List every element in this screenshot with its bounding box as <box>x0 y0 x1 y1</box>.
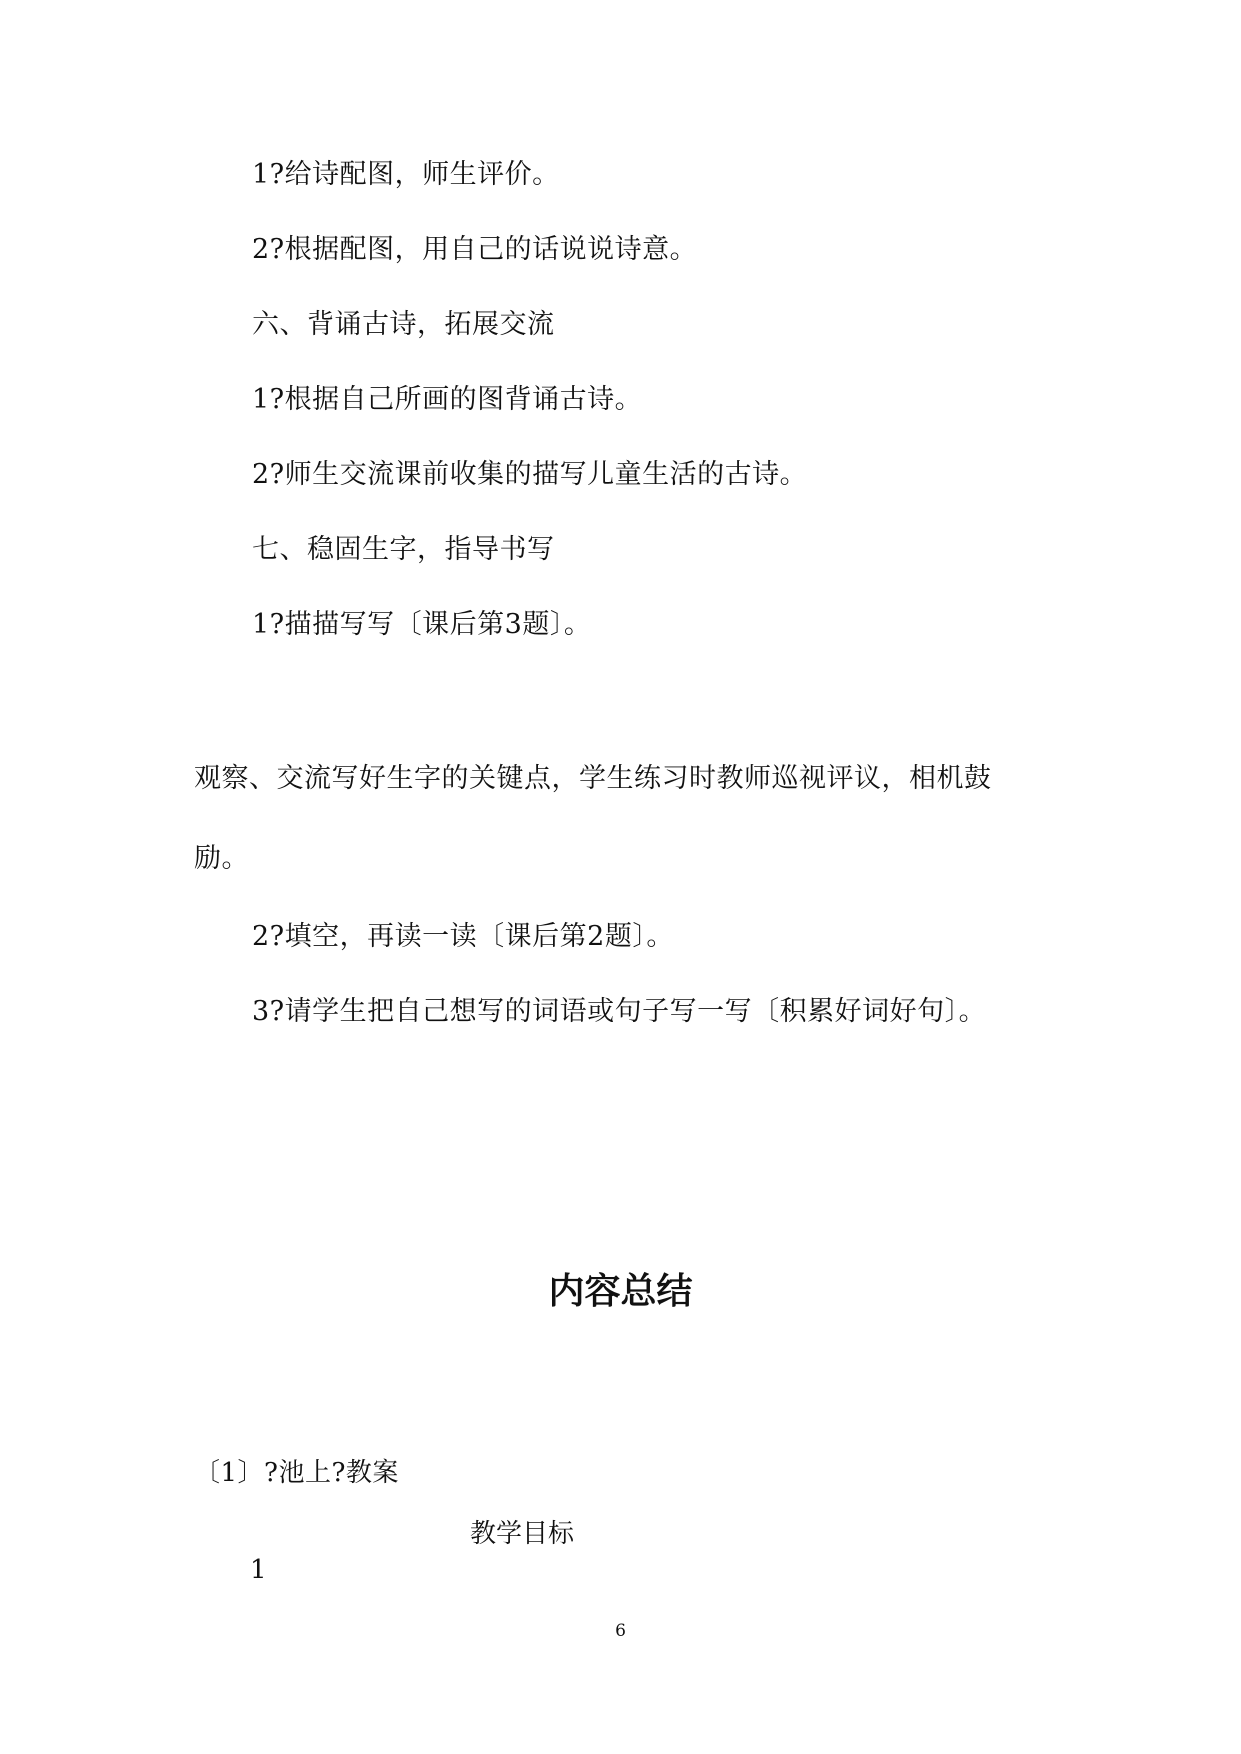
body-line: 3?请学生把自己想写的词语或句子写一写〔积累好词好句〕。 <box>252 996 987 1027</box>
body-line: 2?师生交流课前收集的描写儿童生活的古诗。 <box>252 459 808 490</box>
body-line: 1?给诗配图，师生评价。 <box>252 159 560 190</box>
body-line: 1?描描写写〔课后第3题〕。 <box>252 609 592 640</box>
list-marker: 1 <box>250 1555 267 1585</box>
paragraph-line: 励。 <box>194 843 249 874</box>
section-heading: 六、背诵古诗，拓展交流 <box>252 309 555 340</box>
body-line: 2?填空，再读一读〔课后第2题〕。 <box>252 921 674 952</box>
page-number: 6 <box>615 1621 626 1641</box>
body-line: 2?根据配图，用自己的话说说诗意。 <box>252 234 698 265</box>
summary-item: 〔1〕?池上?教案 <box>194 1458 399 1488</box>
summary-heading: 内容总结 <box>548 1271 693 1312</box>
body-line: 1?根据自己所画的图背诵古诗。 <box>252 384 643 415</box>
section-heading: 七、稳固生字，指导书写 <box>252 534 555 565</box>
paragraph-line: 观察、交流写好生字的关键点，学生练习时教师巡视评议，相机鼓 <box>194 763 992 794</box>
summary-subheading: 教学目标 <box>470 1519 575 1549</box>
